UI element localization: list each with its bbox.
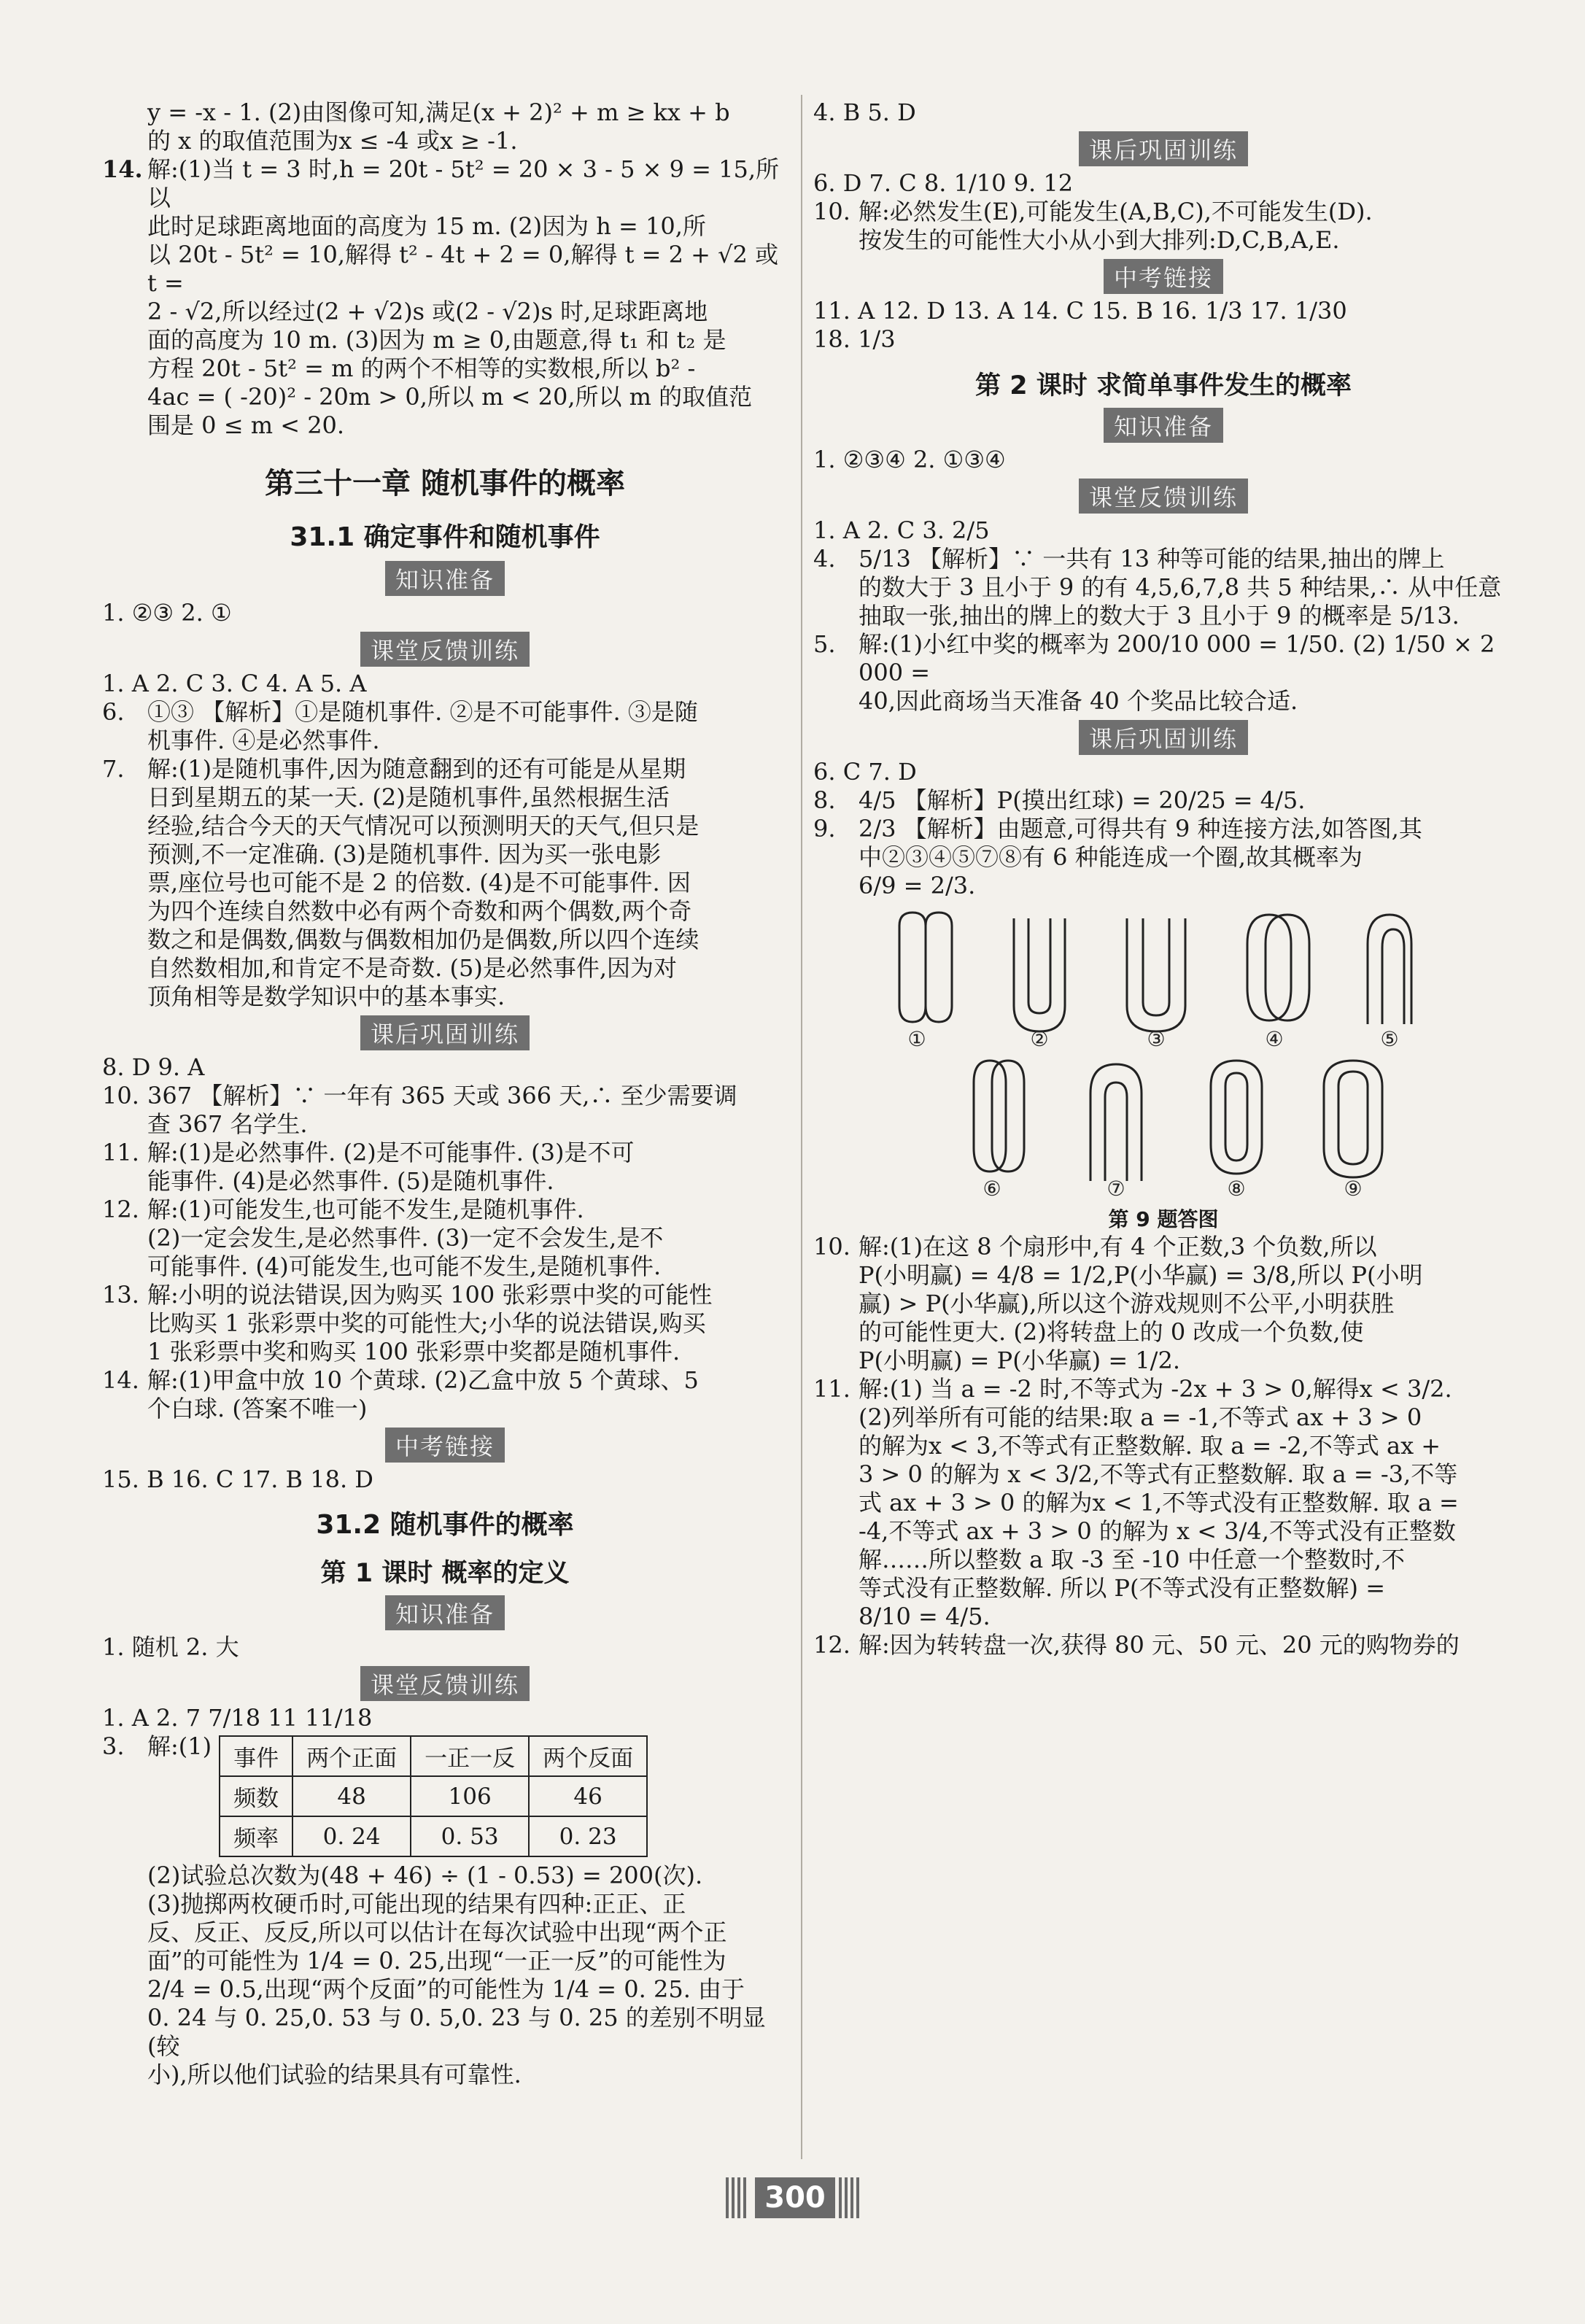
table-cell: 48 (292, 1776, 411, 1816)
loop-shape-2 (1014, 918, 1065, 1031)
text-line: 的数大于 3 且小于 9 的有 4,5,6,7,8 共 5 种结果,∴ 从中任意 (859, 573, 1502, 601)
text-line: 解:因为转转盘一次,获得 80 元、50 元、20 元的购物券的 (859, 1631, 1460, 1659)
question-number: 12. (102, 1196, 139, 1223)
text-line: P(小明赢) = 4/8 = 1/2,P(小华赢) = 3/8,所以 P(小明 (859, 1261, 1423, 1289)
section-banner: 课堂反馈训练 (360, 1666, 530, 1701)
question-10 (813, 198, 1514, 255)
answer-line: 18. 1/3 (813, 325, 896, 353)
section-banner: 课堂反馈训练 (1079, 479, 1248, 514)
question-13 (102, 1281, 788, 1366)
text-line: 5/13 【解析】∵ 一共有 13 种等可能的结果,抽出的牌上 (859, 545, 1445, 573)
answer-line: 4. B 5. D (813, 98, 916, 126)
text-line: 能事件. (4)是必然事件. (5)是随机事件. (147, 1167, 554, 1195)
left-column (102, 98, 788, 2089)
text-line: 367 【解析】∵ 一年有 365 天或 366 天,∴ 至少需要调 (147, 1082, 737, 1109)
loop-shape-5 (1368, 915, 1411, 1024)
text-line: 抽取一张,抽出的牌上的数大于 3 且小于 9 的概率是 5/13. (859, 602, 1460, 630)
text-line: 为四个连续自然数中必有两个奇数和两个偶数,两个奇 (147, 897, 692, 925)
text-line: 解……所以整数 a 取 -3 至 -10 中任意一个整数时,不 (859, 1546, 1405, 1573)
table-cell: 一正一反 (411, 1736, 529, 1776)
question-11 (102, 1139, 788, 1196)
text-line: 的可能性更大. (2)将转盘上的 0 改成一个负数,使 (859, 1318, 1364, 1346)
question-number: 10. (813, 1233, 850, 1260)
table-cell: 频数 (220, 1776, 292, 1816)
section-banner: 知识准备 (385, 561, 505, 596)
text-line: 此时足球距离地面的高度为 15 m. (2)因为 h = 10,所 (147, 212, 706, 240)
question-number: 3. (102, 1732, 125, 1760)
text-line: y = -x - 1. (2)由图像可知,满足(x + 2)² + m ≥ kx + b (147, 98, 730, 126)
text-line: 式 ax + 3 > 0 的解为x < 1,不等式没有正整数解. 取 a = (859, 1489, 1459, 1517)
text-line: 面的高度为 10 m. (3)因为 m ≥ 0,由题意,得 t₁ 和 t₂ 是 (147, 326, 726, 354)
text-line: 解:(1)当 t = 3 时,h = 20t - 5t² = 20 × 3 - 5 × 9 = 15,所以 (147, 155, 780, 212)
text-line: 经验,结合今天的天气情况可以预测明天的天气,但只是 (147, 812, 700, 840)
answer-lead: 解:(1) (147, 1732, 212, 1760)
text-line: 解:(1)是必然事件. (2)是不可能事件. (3)是不可 (147, 1139, 635, 1166)
frequency-table (219, 1735, 648, 1857)
question-7 (102, 755, 788, 1011)
text-line: 8/10 = 4/5. (859, 1603, 991, 1630)
question-number: 14. (102, 1366, 139, 1394)
table-cell: 两个反面 (529, 1736, 647, 1776)
text-line: 解:(1)可能发生,也可能不发生,是随机事件. (147, 1196, 584, 1223)
answer-line: 15. B 16. C 17. B 18. D (102, 1465, 373, 1493)
question-14 (102, 155, 788, 440)
table-row (220, 1776, 647, 1816)
answer-line: 1. A 2. C 3. 2/5 (813, 516, 990, 544)
table-cell: 事件 (220, 1736, 292, 1776)
question-number: 7. (102, 755, 125, 783)
text-line: 等式没有正整数解. 所以 P(不等式没有正整数解) = (859, 1574, 1386, 1602)
text-line: 40,因此商场当天准备 40 个奖品比较合适. (859, 687, 1298, 715)
question-11 (813, 1375, 1514, 1631)
question-number: 5. (813, 630, 836, 658)
answer-line: 6. C 7. D (813, 758, 917, 786)
question-3-continued (102, 1862, 788, 2089)
text-line: 机事件. ④是必然事件. (147, 727, 380, 754)
text-line: 比购买 1 张彩票中奖的可能性大;小华的说法错误,购买 (147, 1309, 706, 1337)
question-number: 4. (813, 545, 836, 573)
figure-caption: 第 9 题答图 (1108, 1207, 1219, 1231)
text-line: 4/5 【解析】P(摸出红球) = 20/25 = 4/5. (859, 786, 1306, 814)
section-banner: 知识准备 (385, 1595, 505, 1630)
column-divider (801, 95, 802, 2159)
answer-body (147, 155, 788, 440)
text-line: 预测,不一定准确. (3)是随机事件. 因为买一张电影 (147, 840, 662, 868)
table-cell: 106 (411, 1776, 529, 1816)
question-12 (102, 1196, 788, 1281)
text-line: ①③ 【解析】①是随机事件. ②是不可能事件. ③是随 (147, 698, 698, 726)
lesson-title: 第 1 课时 概率的定义 (320, 1559, 570, 1588)
question-14-b (102, 1366, 788, 1423)
loop-diagram (813, 907, 1514, 1199)
text-line: 的解为x < 3,不等式有正整数解. 取 a = -2,不等式 ax + (859, 1432, 1441, 1460)
text-line: 解:(1) 当 a = -2 时,不等式为 -2x + 3 > 0,解得x < 3/2. (859, 1375, 1452, 1403)
q13-continued (102, 98, 788, 155)
question-9 (813, 815, 1514, 900)
text-line: 0. 24 与 0. 25,0. 53 与 0. 5,0. 23 与 0. 25 的差别不明显(较 (147, 2004, 766, 2060)
question-number: 11. (102, 1139, 139, 1166)
table-header-row (220, 1736, 647, 1776)
text-line: 1 张彩票中奖和购买 100 张彩票中奖都是随机事件. (147, 1338, 681, 1366)
question-10 (102, 1082, 788, 1139)
text-line: 围是 0 ≤ m < 20. (147, 411, 345, 439)
answer-line: 6. D 7. C 8. 1/10 9. 12 (813, 169, 1074, 197)
text-line: 按发生的可能性大小从小到大排列:D,C,B,A,E. (859, 226, 1340, 254)
text-line: 小),所以他们试验的结果具有可靠性. (147, 2061, 522, 2088)
figure-label-7: ⑦ (1107, 1177, 1125, 1199)
answer-line: 1. 随机 2. 大 (102, 1633, 239, 1661)
section-title: 31.2 随机事件的概率 (316, 1510, 574, 1540)
text-line: 赢) > P(小华赢),所以这个游戏规则不公平,小明获胜 (859, 1290, 1395, 1317)
text-line: (2)试验总次数为(48 + 46) ÷ (1 - 0.53) = 200(次). (147, 1862, 703, 1889)
section-banner: 课后巩固训练 (1079, 131, 1248, 166)
question-10-b (813, 1233, 1514, 1375)
table-cell: 0. 24 (292, 1816, 411, 1856)
table-cell: 0. 23 (529, 1816, 647, 1856)
text-line: 解:(1)甲盒中放 10 个黄球. (2)乙盒中放 5 个黄球、5 (147, 1366, 699, 1394)
text-line: 2 - √2,所以经过(2 + √2)s 或(2 - √2)s 时,足球距离地 (147, 298, 708, 325)
text-line: 解:小明的说法错误,因为购买 100 张彩票中奖的可能性 (147, 1281, 713, 1309)
loop-shape-7 (1090, 1064, 1142, 1181)
text-line: 的 x 的取值范围为x ≤ -4 或x ≥ -1. (147, 127, 518, 155)
text-line: 个白球. (答案不唯一) (147, 1395, 368, 1422)
question-number: 8. (813, 786, 836, 814)
text-line: 自然数相加,和肯定不是奇数. (5)是必然事件,因为对 (147, 954, 678, 982)
table-cell: 频率 (220, 1816, 292, 1856)
question-number: 12. (813, 1631, 850, 1659)
question-3 (102, 1732, 788, 1862)
loop-shape-8 (1211, 1061, 1262, 1174)
table-row (220, 1816, 647, 1856)
question-number: 11. (813, 1375, 850, 1403)
question-number: 14. (102, 155, 143, 183)
text-line: 日到星期五的某一天. (2)是随机事件,虽然根据生活 (147, 783, 670, 811)
table-cell: 46 (529, 1776, 647, 1816)
loop-figure (813, 907, 1514, 1233)
figure-label-6: ⑥ (983, 1177, 1001, 1199)
text-line: 查 367 名学生. (147, 1110, 308, 1138)
lesson-title: 第 2 课时 求简单事件发生的概率 (975, 371, 1352, 400)
figure-label-3: ③ (1147, 1027, 1166, 1051)
answer-line: 1. A 2. C 3. C 4. A 5. A (102, 670, 367, 697)
text-line: (2)一定会发生,是必然事件. (3)一定不会发生,是不 (147, 1224, 664, 1252)
figure-label-8: ⑧ (1227, 1177, 1246, 1199)
text-line: 面”的可能性为 1/4 = 0. 25,出现“一正一反”的可能性为 (147, 1947, 726, 1975)
loop-shape-1 (899, 913, 952, 1022)
text-line: (2)列举所有可能的结果:取 a = -1,不等式 ax + 3 > 0 (859, 1403, 1422, 1431)
figure-label-9: ⑨ (1344, 1177, 1363, 1199)
figure-label-1: ① (907, 1027, 926, 1051)
text-line: 反、反正、反反,所以可以估计在每次试验中出现“两个正 (147, 1918, 727, 1946)
page-number-decoration (839, 2177, 861, 2218)
loop-shape-6 (974, 1061, 1024, 1171)
text-line: P(小明赢) = P(小华赢) = 1/2. (859, 1347, 1180, 1374)
question-number: 10. (813, 198, 850, 225)
page-number: 300 (755, 2177, 835, 2218)
section-banner: 中考链接 (1104, 259, 1223, 294)
text-line: 解:(1)小红中奖的概率为 200/10 000 = 1/50. (2) 1/50 × 2 000 = (859, 630, 1495, 686)
chapter-title: 第三十一章 随机事件的概率 (265, 467, 625, 500)
text-line: 顶角相等是数学知识中的基本事实. (147, 983, 505, 1010)
question-number: 6. (102, 698, 125, 726)
answer-line: 1. A 2. 7 7/18 11 11/18 (102, 1704, 373, 1732)
answer-line: 1. ②③④ 2. ①③④ (813, 446, 1006, 473)
loop-shape-3 (1127, 918, 1185, 1031)
text-line: 解:必然发生(E),可能发生(A,B,C),不可能发生(D). (859, 198, 1373, 225)
figure-label-2: ② (1030, 1027, 1049, 1051)
question-6 (102, 698, 788, 755)
figure-label-5: ⑤ (1380, 1027, 1399, 1051)
answer-line: 11. A 12. D 13. A 14. C 15. B 16. 1/3 17. 1/30 (813, 297, 1347, 325)
text-line: -4,不等式 ax + 3 > 0 的解为 x < 3/4,不等式没有正整数 (859, 1517, 1456, 1545)
figure-label-4: ④ (1265, 1027, 1284, 1051)
question-number: 10. (102, 1082, 139, 1109)
loop-shape-4 (1247, 915, 1309, 1020)
section-banner: 课后巩固训练 (1079, 720, 1248, 755)
table-cell: 两个正面 (292, 1736, 411, 1776)
page-number-decoration (726, 2177, 748, 2218)
section-banner: 课堂反馈训练 (360, 632, 530, 667)
text-line: 票,座位号也可能不是 2 的倍数. (4)是不可能事件. 因 (147, 869, 691, 896)
question-4 (813, 545, 1514, 630)
text-line: 2/4 = 0.5,出现“两个反面”的可能性为 1/4 = 0. 25. 由于 (147, 1975, 745, 2003)
section-title: 31.1 确定事件和随机事件 (290, 522, 600, 552)
text-line: 以 20t - 5t² = 10,解得 t² - 4t + 2 = 0,解得 t = 2 + √2 或 t = (147, 241, 779, 297)
answer-line: 8. D 9. A (102, 1053, 205, 1081)
section-banner: 中考链接 (385, 1428, 505, 1463)
text-line: (3)抛掷两枚硬币时,可能出现的结果有四种:正正、正 (147, 1890, 686, 1918)
text-line: 解:(1)是随机事件,因为随意翻到的还有可能是从星期 (147, 755, 686, 783)
text-line: 可能事件. (4)可能发生,也可能不发生,是随机事件. (147, 1252, 662, 1280)
text-line: 解:(1)在这 8 个扇形中,有 4 个正数,3 个负数,所以 (859, 1233, 1377, 1260)
loop-shape-9 (1324, 1061, 1382, 1177)
right-column (813, 98, 1514, 1659)
text-line: 3 > 0 的解为 x < 3/2,不等式有正整数解. 取 a = -3,不等 (859, 1460, 1458, 1488)
text-line: 中②③④⑤⑦⑧有 6 种能连成一个圈,故其概率为 (859, 843, 1363, 871)
answer-line: 1. ②③ 2. ① (102, 599, 232, 627)
text-line: 6/9 = 2/3. (859, 872, 976, 899)
text-line: 2/3 【解析】由题意,可得共有 9 种连接方法,如答图,其 (859, 815, 1422, 843)
section-banner: 知识准备 (1104, 408, 1223, 443)
text-line: 数之和是偶数,偶数与偶数相加仍是偶数,所以四个连续 (147, 926, 700, 953)
question-12 (813, 1631, 1514, 1659)
text-line: 方程 20t - 5t² = m 的两个不相等的实数根,所以 b² - (147, 355, 696, 382)
question-5 (813, 630, 1514, 716)
question-8 (813, 786, 1514, 815)
question-number: 13. (102, 1281, 139, 1309)
question-number: 9. (813, 815, 836, 843)
text-line: 4ac = ( -20)² - 20m > 0,所以 m < 20,所以 m 的取值范 (147, 383, 753, 411)
section-banner: 课后巩固训练 (360, 1015, 530, 1050)
table-cell: 0. 53 (411, 1816, 529, 1856)
